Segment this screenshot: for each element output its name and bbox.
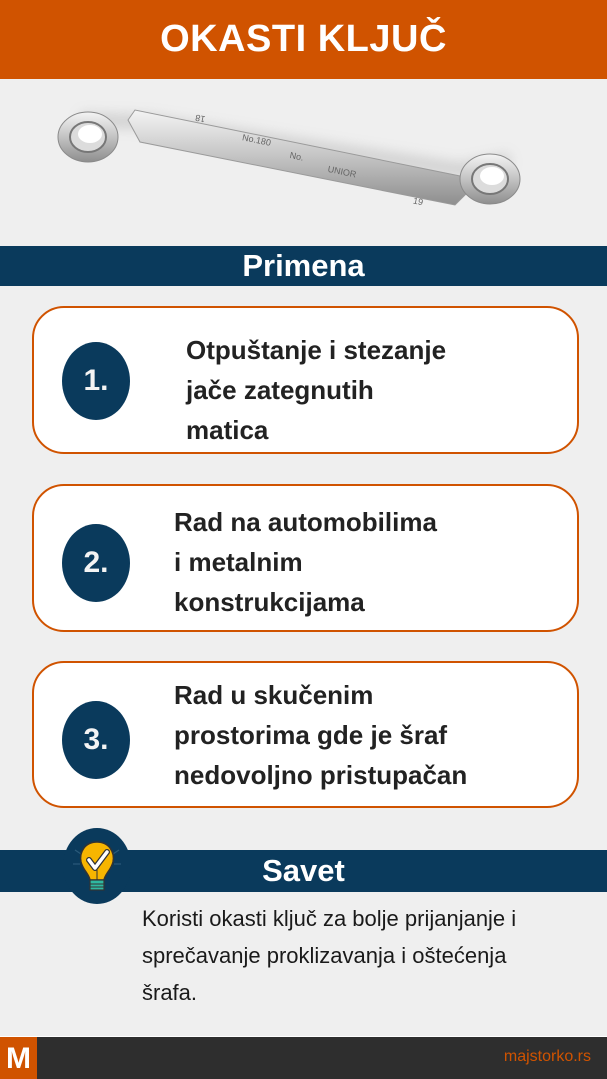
primena-card-1: [32, 306, 579, 454]
footer: [0, 1036, 607, 1079]
header-banner: [0, 0, 607, 79]
primena-title: Primena: [242, 248, 365, 283]
primena-card-2: [32, 484, 579, 632]
site-link[interactable]: majstorko.rs: [503, 1048, 591, 1065]
svg-text:19: 19: [412, 195, 425, 208]
svg-text:18: 18: [194, 112, 207, 125]
primena-section-header: [0, 246, 607, 286]
wrench-icon: [0, 80, 607, 246]
svg-text:UNIOR: UNIOR: [326, 163, 358, 180]
wrench-image: [0, 80, 607, 246]
card-text: Rad na automobilima i metalnim konstrukcijama: [174, 507, 437, 617]
page-title: OKASTI KLJUČ: [160, 18, 447, 60]
number-badge: 1.: [62, 342, 130, 420]
savet-text: Koristi okasti ključ za bolje prijanjanje i sprečavanje proklizavanja i oštećenja šrafa.: [142, 906, 517, 1005]
card-text: Otpuštanje i stezanje jače zategnutih matica: [186, 335, 447, 445]
svg-text:No.: No.: [288, 150, 305, 163]
number-badge: 3.: [62, 701, 130, 779]
card-text: Rad u skučenim prostorima gde je šraf nedovoljno pristupačan: [174, 680, 468, 790]
primena-card-3: [32, 661, 579, 808]
lightbulb-check-icon: [63, 828, 131, 904]
number-badge: 2.: [62, 524, 130, 602]
svg-text:No.180: No.180: [241, 132, 272, 148]
brand-logo[interactable]: M: [0, 1037, 37, 1079]
savet-title: Savet: [262, 853, 345, 888]
